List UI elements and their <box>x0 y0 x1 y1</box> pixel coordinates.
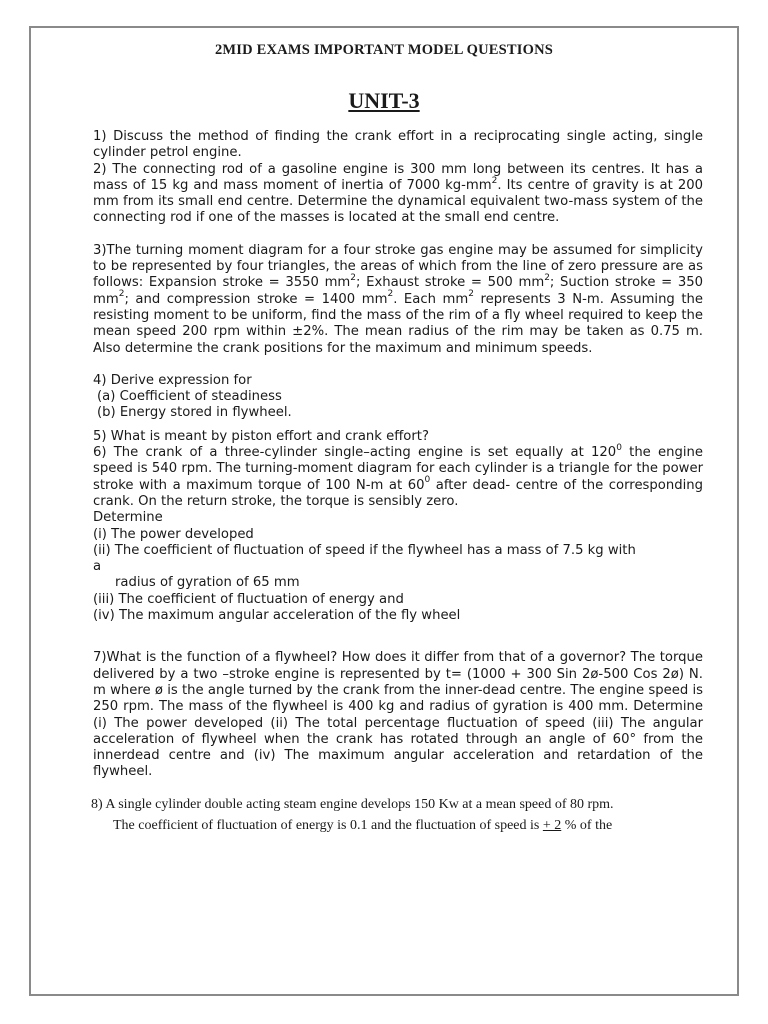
question-6 <box>93 442 703 624</box>
unit-title: UNIT-3 <box>348 88 420 113</box>
question-6-determine: Determine <box>93 510 163 526</box>
question-6-part-iv: (iv) The maximum angular acceleration of the fly wheel <box>93 608 461 624</box>
question-4-stem: 4) Derive expression for <box>93 372 252 388</box>
question-2: 2) The connecting rod of a gasoline engine is 300 mm long between its centres. It has a mass of 15 kg and mass moment of inertia of 7000 $kg-mm^2$. Its centre of gravity is at 200 mm from its small end centre. Determine the dynamical equivalent two-mass system of the connecting rod if one of the masses is located at the small end centre. <box>93 161 703 226</box>
question-8-line-2: The coefficient of fluctuation of energy is 0.1 and the fluctuation of speed is + 2 % of the <box>113 817 613 833</box>
question-5: 5) What is meant by piston effort and crank effort? <box>93 428 429 444</box>
question-8-line-1: 8) A single cylinder double acting steam engine develops 150 Kw at a mean speed of 80 rpm. <box>91 796 614 812</box>
question-7: 7)What is the function of a flywheel? How does it differ from that of a governor? The torque delivered by a two –stroke engine is represented by t= (1000 + 300 Sin 2ø-500 Cos 2ø) N. m where ø is the angle turned by the crank from the inner-dead centre. The engine speed is 250 rpm. The mass of the flywheel is 400 kg and radius of gyration is 400 mm. Determine (i) The power developed (ii) The total percentage fluctuation of speed (iii) The angular acceleration of flywheel when the crank has rotated through an angle of 60° from the innerdead centre and (iv) The maximum angular acceleration and retardation of the flywheel. <box>93 650 703 780</box>
question-6-part-i: (i) The power developed <box>93 526 254 542</box>
question-3: 3)The turning moment diagram for a four stroke gas engine may be assumed for simplicity to be represented by four triangles, the areas of which from the line of zero pressure are as follows: Expansion stroke = 3550 $mm^2$; Exhaust stroke = 500 $mm^2$; Suction stroke = 350 $mm^2$; and compression stroke = 1400 $mm^2$. Each $mm^2$ represents 3 N-m. Assuming the resisting moment to be uniform, find the mass of the rim of a fly wheel required to keep the mean speed 200 rpm within ±2%. The mean radius of the rim may be taken as 0.75 m. Also determine the crank positions for the maximum and minimum speeds. <box>93 242 704 356</box>
question-1: 1) Discuss the method of finding the crank effort in a reciprocating single acting, single cylinder petrol engine. <box>93 129 703 161</box>
question-4 <box>93 373 703 422</box>
question-6-part-ii-cont: radius of gyration of 65 mm <box>115 575 300 591</box>
question-list <box>93 129 703 836</box>
question-4-part-a: (a) Coefficient of steadiness <box>97 389 282 405</box>
question-6-stem: 6) The crank of a three-cylinder single–acting engine is set equally at $120^0$ the engine speed is 540 rpm. The turning-moment diagram for each cylinder is a triangle for the power stroke with a maximum torque of 100 N-m at $60^0$ after dead- centre of the corresponding crank. On the return stroke, the torque is sensibly zero. <box>93 442 703 509</box>
question-6-part-ii-wrap: a <box>93 559 102 575</box>
question-6-part-iii: (iii) The coefficient of fluctuation of energy and <box>93 591 404 607</box>
question-8 <box>91 794 705 836</box>
question-6-part-ii: (ii) The coefficient of fluctuation of speed if the flywheel has a mass of 7.5 kg with <box>93 542 636 558</box>
question-4-part-b: (b) Energy stored in flywheel. <box>97 405 292 421</box>
page-header-title: 2MID EXAMS IMPORTANT MODEL QUESTIONS <box>214 42 554 58</box>
